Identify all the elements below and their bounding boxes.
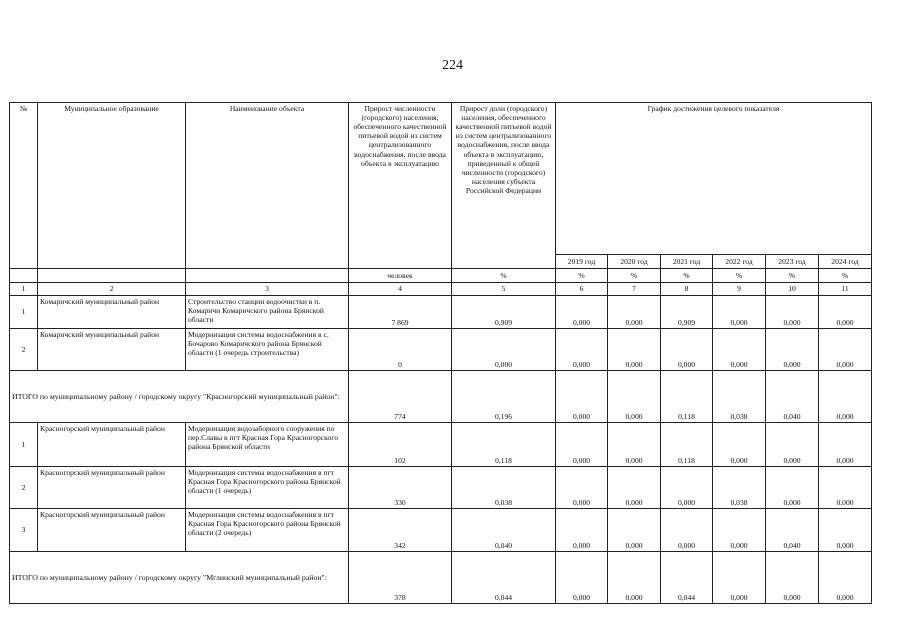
unit-percent: % bbox=[766, 269, 819, 283]
year-value-cell: 0,000 bbox=[713, 329, 766, 371]
year-value-cell: 0,000 bbox=[556, 552, 608, 604]
year-value-cell: 0,000 bbox=[556, 423, 608, 467]
header-no: № bbox=[10, 103, 38, 269]
column-number: 5 bbox=[452, 283, 556, 296]
object-cell: Модернизация системы водоснабжения в пгт Красная Гора Красногорского района Брянской области (2 очередь) bbox=[186, 509, 349, 552]
year-value-cell: 0,000 bbox=[556, 371, 608, 423]
year-header: 2023 год bbox=[766, 255, 819, 269]
year-value-cell: 0,040 bbox=[766, 509, 819, 552]
year-value-cell: 0,909 bbox=[661, 296, 713, 329]
table-row bbox=[10, 467, 872, 509]
unit-percent: % bbox=[452, 269, 556, 283]
unit-percent: % bbox=[556, 269, 608, 283]
total-label: ИТОГО по муниципальному району / городскому округу "Красногорский муниципальный район": bbox=[10, 371, 349, 423]
header-object: Наименование объекта bbox=[186, 103, 349, 269]
column-number: 1 bbox=[10, 283, 38, 296]
table-row bbox=[10, 423, 872, 467]
year-header: 2021 год bbox=[661, 255, 713, 269]
object-cell: Модернизация системы водоснабжения в с. Бочарово Комаричского района Брянской области (1 очередь строительства) bbox=[186, 329, 349, 371]
total-row bbox=[10, 552, 872, 604]
year-value-cell: 0,000 bbox=[713, 552, 766, 604]
municipality-cell: Красногорский муниципальный район bbox=[38, 467, 186, 509]
year-value-cell: 0,000 bbox=[556, 329, 608, 371]
people-cell: 330 bbox=[349, 467, 452, 509]
unit-percent: % bbox=[661, 269, 713, 283]
share-cell: 0,909 bbox=[452, 296, 556, 329]
year-value-cell: 0,000 bbox=[819, 329, 872, 371]
year-value-cell: 0,038 bbox=[713, 371, 766, 423]
target-indicator-table bbox=[9, 102, 872, 604]
year-value-cell: 0,000 bbox=[713, 509, 766, 552]
year-value-cell: 0,000 bbox=[819, 296, 872, 329]
column-number: 2 bbox=[38, 283, 186, 296]
year-header: 2020 год bbox=[608, 255, 661, 269]
column-number: 8 bbox=[661, 283, 713, 296]
row-number: 2 bbox=[10, 329, 38, 371]
table-row bbox=[10, 509, 872, 552]
year-header: 2019 год bbox=[556, 255, 608, 269]
year-value-cell: 0,000 bbox=[819, 423, 872, 467]
header-population-growth: Прирост численности (городского) населения, обеспеченного качественной питьевой водой из систем централизованного водоснабжения, после ввода объекта в эксплуатацию bbox=[349, 103, 452, 269]
total-label: ИТОГО по муниципальному району / городскому округу "Мглинский муниципальный район": bbox=[10, 552, 349, 604]
municipality-cell: Красногорский муниципальный район bbox=[38, 423, 186, 467]
row-number: 2 bbox=[10, 467, 38, 509]
year-value-cell: 0,000 bbox=[819, 371, 872, 423]
share-cell: 0,118 bbox=[452, 423, 556, 467]
year-value-cell: 0,000 bbox=[819, 467, 872, 509]
people-cell: 102 bbox=[349, 423, 452, 467]
year-value-cell: 0,000 bbox=[608, 296, 661, 329]
year-value-cell: 0,000 bbox=[556, 509, 608, 552]
row-number: 1 bbox=[10, 423, 38, 467]
people-cell: 7 869 bbox=[349, 296, 452, 329]
unit-people: человек bbox=[349, 269, 452, 283]
year-value-cell: 0,000 bbox=[608, 509, 661, 552]
header-schedule: График достижения целевого показателя bbox=[556, 103, 872, 255]
year-value-cell: 0,000 bbox=[819, 509, 872, 552]
year-value-cell: 0,044 bbox=[661, 552, 713, 604]
object-cell: Модернизация системы водоснабжения в пгт Красная Гора Красногорского района Брянской области (1 очередь) bbox=[186, 467, 349, 509]
year-value-cell: 0,000 bbox=[608, 423, 661, 467]
share-cell: 0,040 bbox=[452, 509, 556, 552]
year-value-cell: 0,000 bbox=[608, 467, 661, 509]
total-row bbox=[10, 371, 872, 423]
unit-percent: % bbox=[713, 269, 766, 283]
share-cell: 0,000 bbox=[452, 329, 556, 371]
year-value-cell: 0,000 bbox=[713, 296, 766, 329]
year-header: 2022 год bbox=[713, 255, 766, 269]
units-row bbox=[10, 269, 872, 283]
year-value-cell: 0,000 bbox=[766, 423, 819, 467]
year-value-cell: 0,000 bbox=[766, 329, 819, 371]
total-share-cell: 0,044 bbox=[452, 552, 556, 604]
people-cell: 0 bbox=[349, 329, 452, 371]
column-number: 7 bbox=[608, 283, 661, 296]
year-value-cell: 0,000 bbox=[608, 371, 661, 423]
column-numbers-row bbox=[10, 283, 872, 296]
total-people-cell: 378 bbox=[349, 552, 452, 604]
column-number: 4 bbox=[349, 283, 452, 296]
column-number: 9 bbox=[713, 283, 766, 296]
header-population-share: Прирост доли (городского) населения, обеспеченного качественной питьевой водой из систем централизованного водоснабжения, после ввода объекта в эксплуатацию, приведенный к общей численности (городского) населения субъекта Российской Федерации bbox=[452, 103, 556, 269]
unit-percent: % bbox=[608, 269, 661, 283]
year-value-cell: 0,000 bbox=[766, 296, 819, 329]
year-value-cell: 0,038 bbox=[713, 467, 766, 509]
year-value-cell: 0,118 bbox=[661, 371, 713, 423]
year-header: 2024 год bbox=[819, 255, 872, 269]
header-municipality: Муниципальное образование bbox=[38, 103, 186, 269]
year-value-cell: 0,000 bbox=[556, 467, 608, 509]
total-share-cell: 0,196 bbox=[452, 371, 556, 423]
year-value-cell: 0,000 bbox=[661, 329, 713, 371]
municipality-cell: Комаричский муниципальный район bbox=[38, 329, 186, 371]
row-number: 1 bbox=[10, 296, 38, 329]
year-value-cell: 0,000 bbox=[661, 467, 713, 509]
page-number: 224 bbox=[442, 58, 463, 73]
table-row bbox=[10, 329, 872, 371]
year-value-cell: 0,000 bbox=[713, 423, 766, 467]
year-value-cell: 0,000 bbox=[608, 552, 661, 604]
total-people-cell: 774 bbox=[349, 371, 452, 423]
column-number: 3 bbox=[186, 283, 349, 296]
row-number: 3 bbox=[10, 509, 38, 552]
year-value-cell: 0,000 bbox=[766, 467, 819, 509]
year-value-cell: 0,118 bbox=[661, 423, 713, 467]
share-cell: 0,038 bbox=[452, 467, 556, 509]
column-number: 10 bbox=[766, 283, 819, 296]
column-number: 11 bbox=[819, 283, 872, 296]
table-row bbox=[10, 296, 872, 329]
column-number: 6 bbox=[556, 283, 608, 296]
municipality-cell: Красногорский муниципальный район bbox=[38, 509, 186, 552]
municipality-cell: Комаричский муниципальный район bbox=[38, 296, 186, 329]
year-value-cell: 0,000 bbox=[819, 552, 872, 604]
year-value-cell: 0,000 bbox=[661, 509, 713, 552]
year-value-cell: 0,000 bbox=[766, 552, 819, 604]
object-cell: Строительство станции водоочистки в п. Комаричи Комаричского района Брянской области bbox=[186, 296, 349, 329]
year-value-cell: 0,000 bbox=[608, 329, 661, 371]
object-cell: Модернизация водозаборного сооружения по пер.Славы в пгт Красная Гора Красногорского района Брянской области bbox=[186, 423, 349, 467]
year-value-cell: 0,040 bbox=[766, 371, 819, 423]
unit-percent: % bbox=[819, 269, 872, 283]
people-cell: 342 bbox=[349, 509, 452, 552]
year-value-cell: 0,000 bbox=[556, 296, 608, 329]
